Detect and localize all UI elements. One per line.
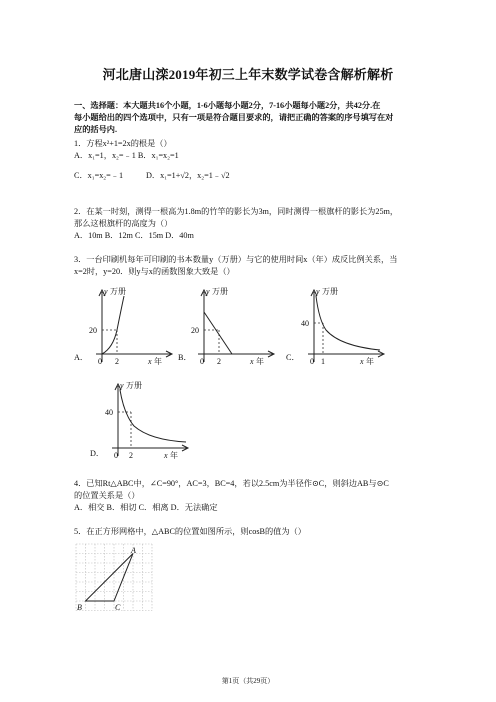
q5-triangle xyxy=(86,554,134,602)
q3-option-b-label: B． xyxy=(178,353,192,362)
graph-a-y-label: y xyxy=(104,287,108,296)
graph-d-x-tick: 2 xyxy=(129,451,133,460)
graph-c-y-unit: 万册 xyxy=(322,287,338,296)
q2-line2: 那么这根旗杆的高度为（） xyxy=(74,219,173,228)
page-footer: 第1页（共29页） xyxy=(221,677,275,685)
q5-label-b: B xyxy=(77,603,82,612)
graph-b-line xyxy=(204,312,232,354)
graph-c-origin: 0 xyxy=(310,357,314,366)
graph-b-origin: 0 xyxy=(200,357,204,366)
graph-c-x-tick: 1 xyxy=(321,357,325,366)
q3-graph-c xyxy=(300,282,390,368)
section-heading-line1: 一、选择题：本大题共16个小题，1-6小题每小题2分，7-16小题每小题2分，共42分.在 xyxy=(74,101,381,110)
q3-graph-a xyxy=(88,282,178,368)
q3-option-a-label: A． xyxy=(74,353,89,362)
graph-b-y-tick: 20 xyxy=(191,326,199,335)
graph-c-y-tick: 40 xyxy=(301,319,309,328)
graph-c-y-label: y xyxy=(316,287,320,296)
q3-line2: x=2时，y=20．则y与x的函数图象大致是（） xyxy=(74,267,235,276)
graph-a-x-tick: 2 xyxy=(115,357,119,366)
graph-d-origin: 0 xyxy=(114,451,118,460)
graph-d-y-tick: 40 xyxy=(105,408,113,417)
q5-stem: 5．在正方形网格中，△ABC的位置如图所示，则cosB的值为（） xyxy=(74,527,306,536)
q2-options: A．10m B．12m C．15m D．40m xyxy=(74,231,194,240)
q1-option-d: D．x₁=1+√2，x₂=1﹣√2 xyxy=(146,171,230,180)
q4-line1: 4．已知Rt△ABC中，∠C=90°，AC=3，BC=4，若以2.5cm为半径作⊙C，则斜边AB与⊙C xyxy=(74,479,389,488)
q1-options-ab: A．x₁=1，x₂=﹣1 B．x₁=x₂=1 xyxy=(74,151,179,160)
graph-b-y-unit: 万册 xyxy=(212,287,228,296)
graph-b-x-tick: 2 xyxy=(217,357,221,366)
document-title: 河北唐山滦2019年初三上年末数学试卷含解析解析 xyxy=(102,67,394,82)
q4-line2: 的位置关系是（） xyxy=(74,491,140,500)
q4-options: A．相交 B．相切 C．相离 D．无法确定 xyxy=(74,503,218,512)
graph-a-curve xyxy=(102,296,124,354)
graph-d-y-unit: 万册 xyxy=(126,381,142,390)
q1-option-c: C．x₁=x₂=﹣1 xyxy=(74,171,124,180)
section-heading-line3: 应的括号内. xyxy=(74,125,117,134)
graph-a-x-label: x xyxy=(148,357,152,366)
q5-grid-figure xyxy=(74,542,154,618)
graph-a-x-unit: 年 xyxy=(154,357,162,366)
graph-b-y-label: y xyxy=(206,287,210,296)
graph-d-x-label: x xyxy=(164,451,168,460)
q3-graph-d xyxy=(104,376,194,462)
graph-a-y-unit: 万册 xyxy=(110,287,126,296)
q3-graph-b xyxy=(190,282,280,368)
q3-option-d-label: D． xyxy=(90,449,105,458)
graph-a-origin: 0 xyxy=(98,357,102,366)
q1-stem: 1．方程x²+1=2x的根是（） xyxy=(74,139,172,148)
q3-option-c-label: C． xyxy=(286,353,300,362)
graph-d-curve xyxy=(120,390,186,442)
graph-c-x-unit: 年 xyxy=(366,357,374,366)
section-heading-line2: 每小题给出的四个选项中，只有一项是符合题目要求的，请把正确的答案的序号填写在对 xyxy=(74,113,394,122)
graph-b-x-label: x xyxy=(250,357,254,366)
graph-d-x-unit: 年 xyxy=(170,451,178,460)
graph-a-y-tick: 20 xyxy=(89,326,97,335)
q5-label-c: C xyxy=(115,603,121,612)
q3-line1: 3．一台印刷机每年可印刷的书本数量y（万册）与它的使用时间x（年）成反比例关系，当 xyxy=(74,255,398,264)
q5-label-a: A xyxy=(131,546,136,555)
graph-d-y-label: y xyxy=(120,381,124,390)
graph-b-x-unit: 年 xyxy=(256,357,264,366)
graph-c-curve xyxy=(316,296,380,350)
graph-c-x-label: x xyxy=(360,357,364,366)
q2-line1: 2．在某一时刻，测得一根高为1.8m的竹竿的影长为3m，同时测得一根旗杆的影长为25m， xyxy=(74,207,399,216)
